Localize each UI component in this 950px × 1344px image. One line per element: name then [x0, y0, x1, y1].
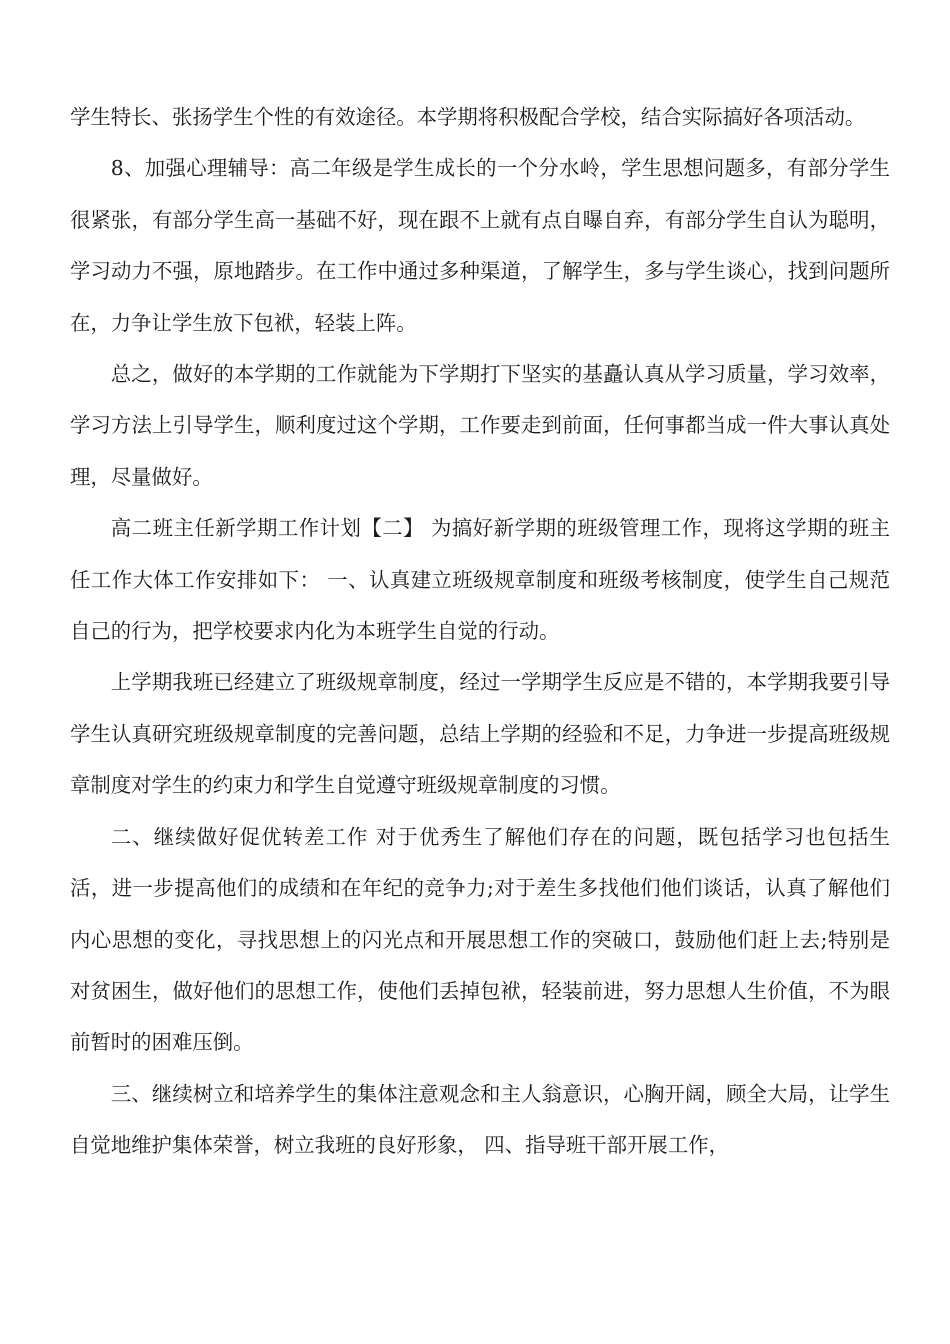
document-body	[70, 92, 890, 1172]
paragraph-section-three: 三、继续树立和培养学生的集体注意观念和主人翁意识，心胸开阔，顾全大局，让学生自觉地维护集体荣誉，树立我班的良好形象， 四、指导班干部开展工作，	[70, 1081, 890, 1158]
paragraph-summary: 总之，做好的本学期的工作就能为下学期打下坚实的基矗认真从学习质量，学习效率，学习方法上引导学生，顺利度过这个学期，工作要走到前面，任何事都当成一件大事认真处理，尽量做好。	[70, 362, 890, 489]
paragraph-plan-two-intro: 高二班主任新学期工作计划【二】 为搞好新学期的班级管理工作，现将这学期的班主任工作大体工作安排如下： 一、认真建立班级规章制度和班级考核制度，使学生自己规范自己的行为，把学校要求内化为本班学生自觉的行动。	[70, 516, 890, 644]
paragraph-psychological-counseling: 8、加强心理辅导：高二年级是学生成长的一个分水岭，学生思想问题多，有部分学生很紧张，有部分学生高一基础不好，现在跟不上就有点自曝自弃，有部分学生自认为聪明，学习动力不强，原地踏步。在工作中通过多种渠道，了解学生，多与学生谈心，找到问题所在，力争让学生放下包袱，轻装上阵。	[70, 156, 890, 335]
paragraph-class-rules: 上学期我班已经建立了班级规章制度，经过一学期学生反应是不错的，本学期我要引导学生认真研究班级规章制度的完善问题，总结上学期的经验和不足，力争进一步提高班级规章制度对学生的约束力和学生自觉遵守班级规章制度的习惯。	[70, 670, 890, 798]
paragraph-section-two: 二、继续做好促优转差工作 对于优秀生了解他们存在的问题，既包括学习也包括生活，进一步提高他们的成绩和在年纪的竞争力;对于差生多找他们他们谈话，认真了解他们内心思想的变化，寻找思想上的闪光点和开展思想工作的突破口，鼓励他们赶上去;特别是对贫困生，做好他们的思想工作，使他们丢掉包袱，轻装前进，努力思想人生价值，不为眼前暂时的困难压倒。	[70, 824, 890, 1055]
paragraph-continuation: 学生特长、张扬学生个性的有效途径。本学期将积极配合学校，结合实际搞好各项活动。	[70, 105, 866, 129]
